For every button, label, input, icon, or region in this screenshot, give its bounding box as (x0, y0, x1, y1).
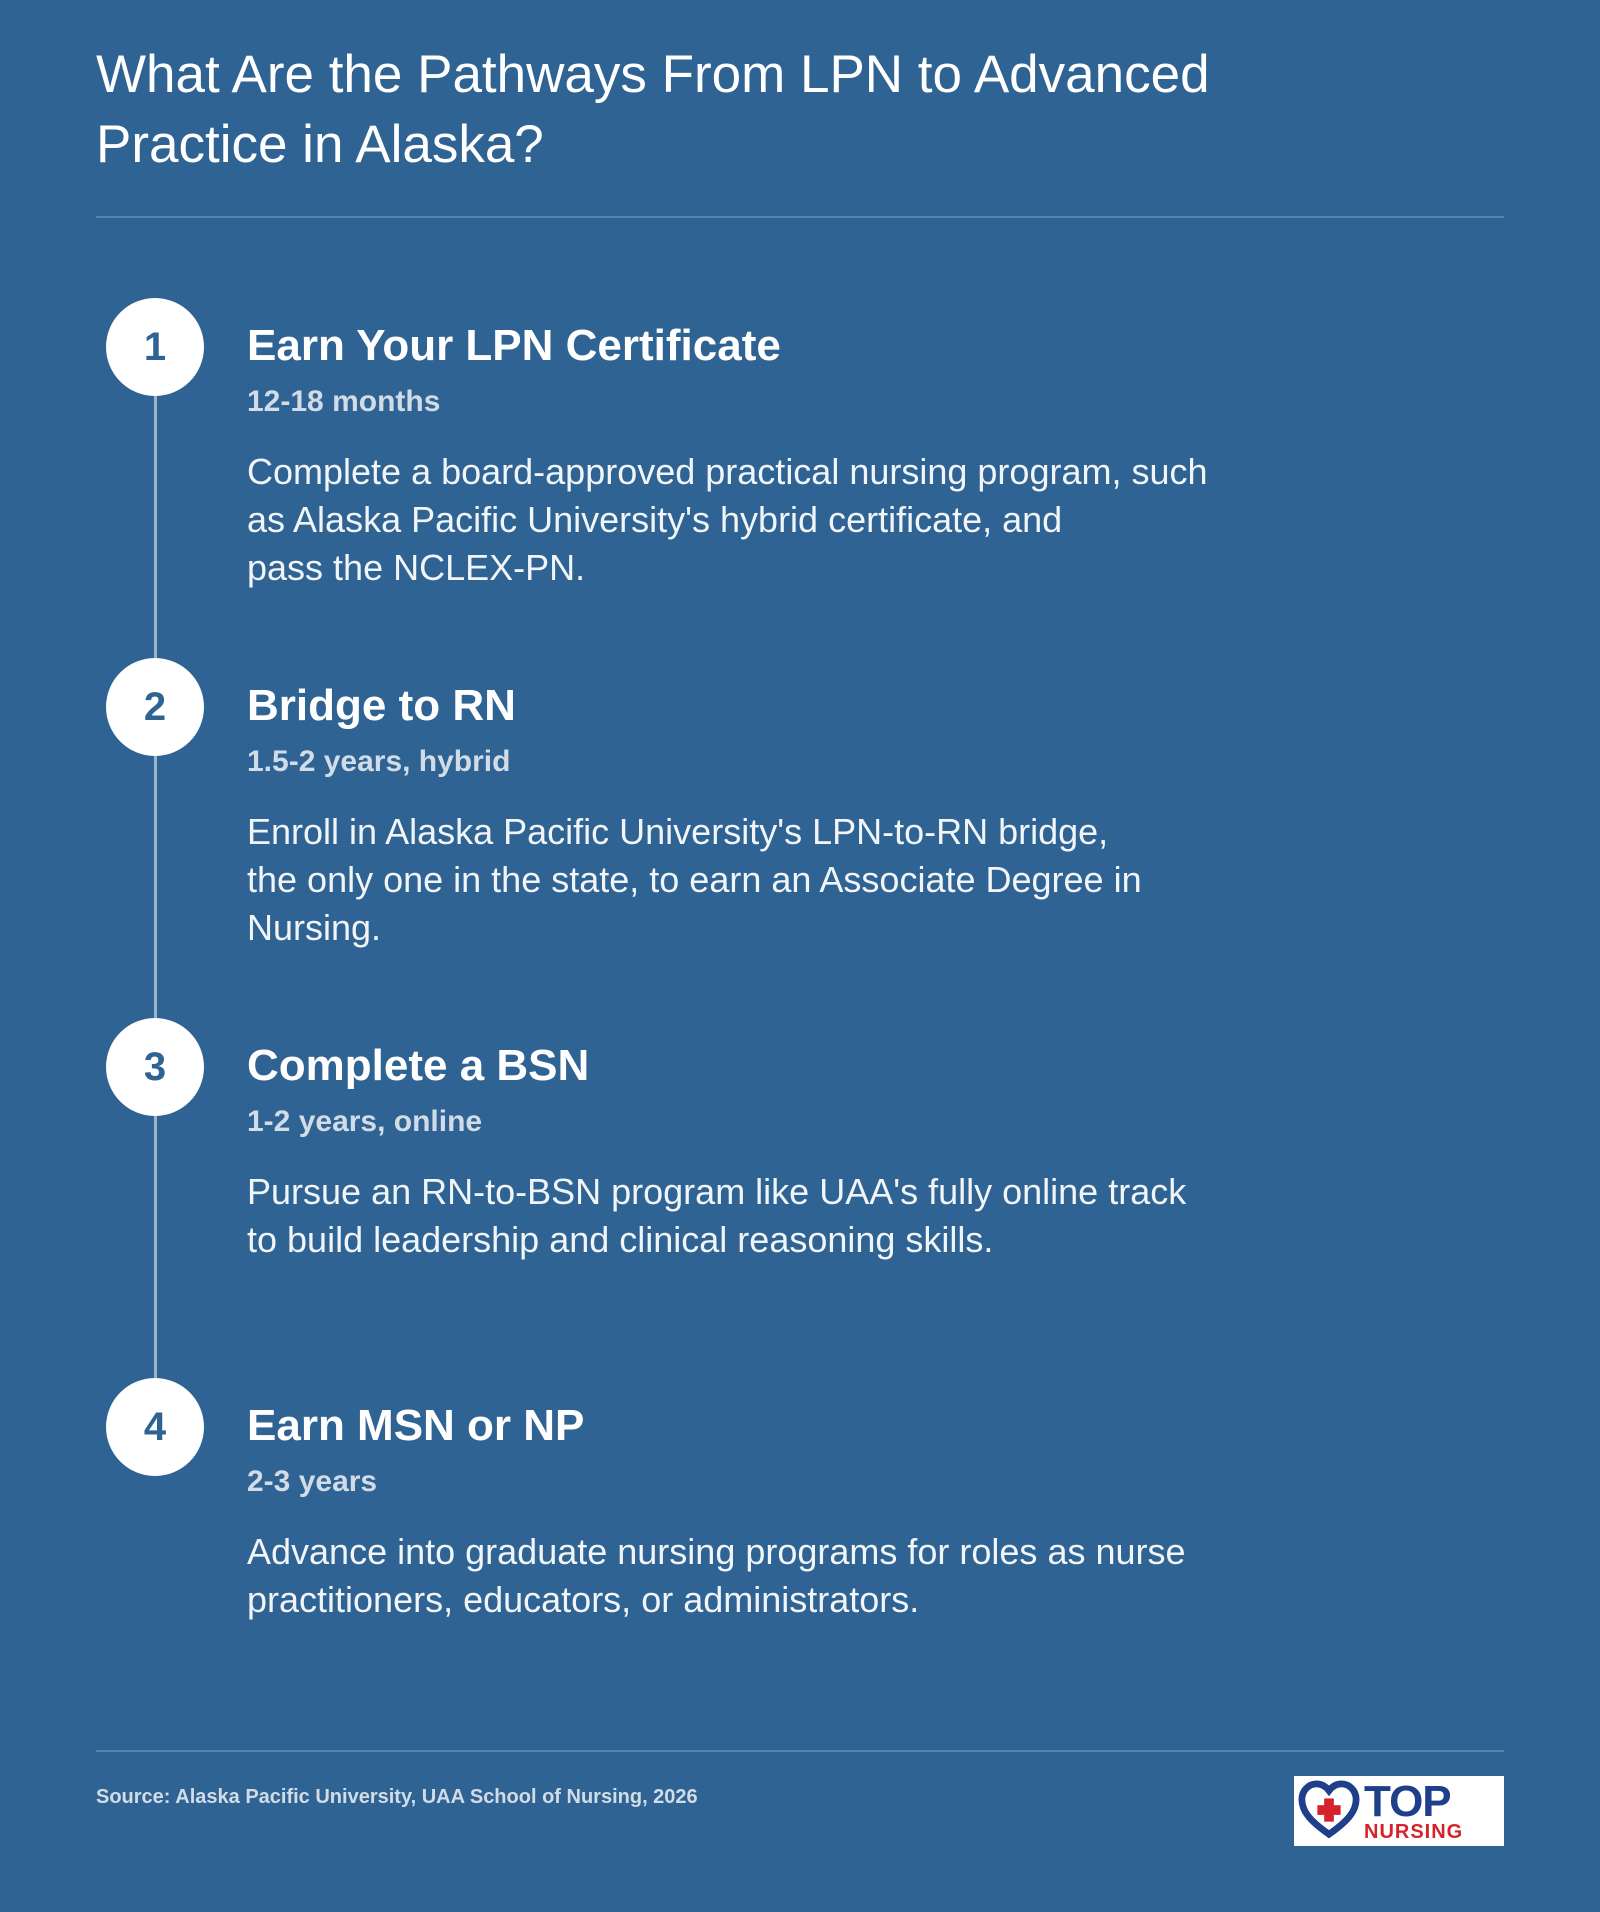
step-description-line: Advance into graduate nursing programs for roles as nurse (247, 1531, 1186, 1572)
logo-wordmark (1364, 1777, 1464, 1843)
step-description-line: Enroll in Alaska Pacific University's LPN-to-RN bridge, (247, 811, 1109, 852)
step-description (247, 808, 1287, 952)
page-title-line-1: What Are the Pathways From LPN to Advanced (96, 45, 1210, 104)
step-description (247, 1168, 1287, 1264)
page-title (96, 40, 1396, 180)
step-description-line: pass the NCLEX-PN. (247, 547, 586, 588)
step-title: Bridge to RN (247, 681, 516, 730)
timeline-connector (154, 346, 157, 1420)
source-citation: Source: Alaska Pacific University, UAA School of Nursing, 2026 (96, 1786, 698, 1808)
page-title-line-2: Practice in Alaska? (96, 115, 544, 174)
step-description-line: the only one in the state, to earn an Associate Degree in (247, 859, 1142, 900)
step-duration: 12-18 months (247, 385, 441, 418)
step-duration: 2-3 years (247, 1465, 378, 1498)
step-description (247, 1528, 1287, 1624)
step-duration: 1.5-2 years, hybrid (247, 745, 511, 778)
step-number-circle: 3 (106, 1018, 204, 1116)
step-number-circle: 4 (106, 1378, 204, 1476)
step-description-line: as Alaska Pacific University's hybrid certificate, and (247, 499, 1063, 540)
heart-cross-icon (1298, 1780, 1360, 1842)
step-number-circle: 2 (106, 658, 204, 756)
step-description-line: to build leadership and clinical reasoning skills. (247, 1219, 994, 1260)
top-nursing-logo (1294, 1776, 1504, 1846)
step-description-line: practitioners, educators, or administrators. (247, 1579, 920, 1620)
step-number-circle: 1 (106, 298, 204, 396)
logo-word-nursing: NURSING (1364, 1821, 1464, 1843)
logo-word-top: TOP (1364, 1777, 1451, 1826)
step-title: Complete a BSN (247, 1041, 590, 1090)
step-title: Earn Your LPN Certificate (247, 321, 781, 370)
bottom-divider (96, 1750, 1504, 1752)
step-description-line: Pursue an RN-to-BSN program like UAA's fully online track (247, 1171, 1187, 1212)
step-duration: 1-2 years, online (247, 1105, 483, 1138)
step-description (247, 448, 1287, 592)
top-divider (96, 216, 1504, 218)
step-title: Earn MSN or NP (247, 1401, 585, 1450)
step-description-line: Nursing. (247, 907, 382, 948)
step-description-line: Complete a board-approved practical nursing program, such (247, 451, 1208, 492)
